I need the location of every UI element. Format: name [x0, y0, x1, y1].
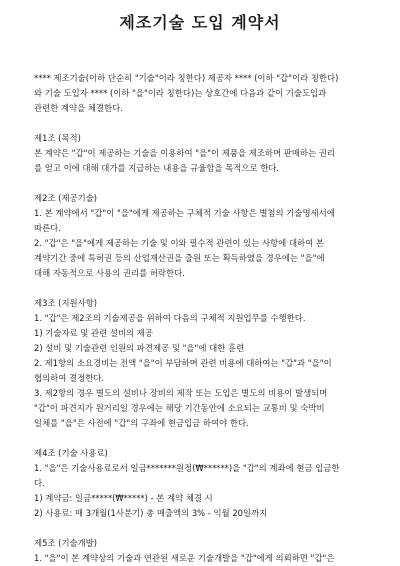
document-title: 제조기술 도입 계약서 [119, 13, 281, 32]
article-5 [34, 536, 366, 566]
article-1-body: 본 계약은 "갑"이 제공하는 기술을 이용하여 "을"이 제품을 제조하며 판매하는 권리 를 얻고 이에 대해 대가를 지급하는 내용을 규율함을 목적으로 한다. [34, 148, 335, 173]
article-4-body: 1. "을"은 기술사용료로서 일금*******원정(₩******)을 "갑"의 계좌에 현금 입금한 다. 1) 계약금: 일금*****(₩*****) - 본 계약 체결 시 2) 사용료: 매 3개월(1사분기) 총 매출액의 3% - 익월 20일까지 [34, 463, 340, 518]
article-2 [34, 191, 366, 281]
article-5-body: 1. "을"이 본 계약상의 기술과 연관된 새로운 기술개발을 "갑"에게 의뢰하면 "갑"은 [34, 553, 335, 563]
article-5-heading: 제5조 (기술개발) [34, 538, 98, 548]
article-2-body: 1. 본 계약에서 "갑"이 "을"에게 제공하는 구체적 기술 사항은 별첨의 기술명세서에 따른다. 2. "갑"은 "을"에게 제공하는 기술 및 이와 필수적 관련이 있는 사항에 대하여 본 계약기간 중에 특허권 등의 산업재산권을 출원 또는 획득하였을 경우에는 "을"에 대해 자동적으로 사용의 권리를 허락한다. [34, 208, 335, 278]
article-4-heading: 제4조 (기술 사용료) [34, 448, 108, 458]
article-1-heading: 제1조 (목적) [34, 133, 81, 143]
article-4 [34, 446, 366, 521]
article-3-heading: 제3조 (지원사항) [34, 298, 98, 308]
article-3 [34, 296, 366, 431]
article-2-heading: 제2조 (제공기술) [34, 193, 98, 203]
article-3-body: 1. "갑"은 제2조의 기술제공을 위하여 다음의 구체적 지원업무를 수행한다. 1) 기술자료 및 관련 설비의 제공 2) 설비 및 기술관련 인원의 파견제공 및 "을"에 대한 훈련 2. 제1항의 소요경비는 전액 "을"이 부담하며 관련 비용에 대하여는 "갑"과 "을"이 협의하여 결정한다. 3. 제2항의 경우 별도의 설비나 장비의 제작 또는 도입은 별도의 비용이 발생되며 "갑"이 파견지가 원거리일 경우에는 해당 기간동안에 소요되는 교통비 및 숙박비 일체를 "을"은 사전에 "갑"의 구좌에 현금입금 하여야 한다. [34, 313, 332, 428]
article-1 [34, 131, 366, 176]
intro-paragraph: **** 제조기술(이하 단순히 "기술"이라 칭한다) 제공자 **** (이하 "갑"이라 칭한다) 와 기술 도입자 **** (이하 "을"이라 칭한다)는 상호간에 다음과 같이 기술도입과 관련한 계약을 체결한다. [34, 73, 339, 113]
